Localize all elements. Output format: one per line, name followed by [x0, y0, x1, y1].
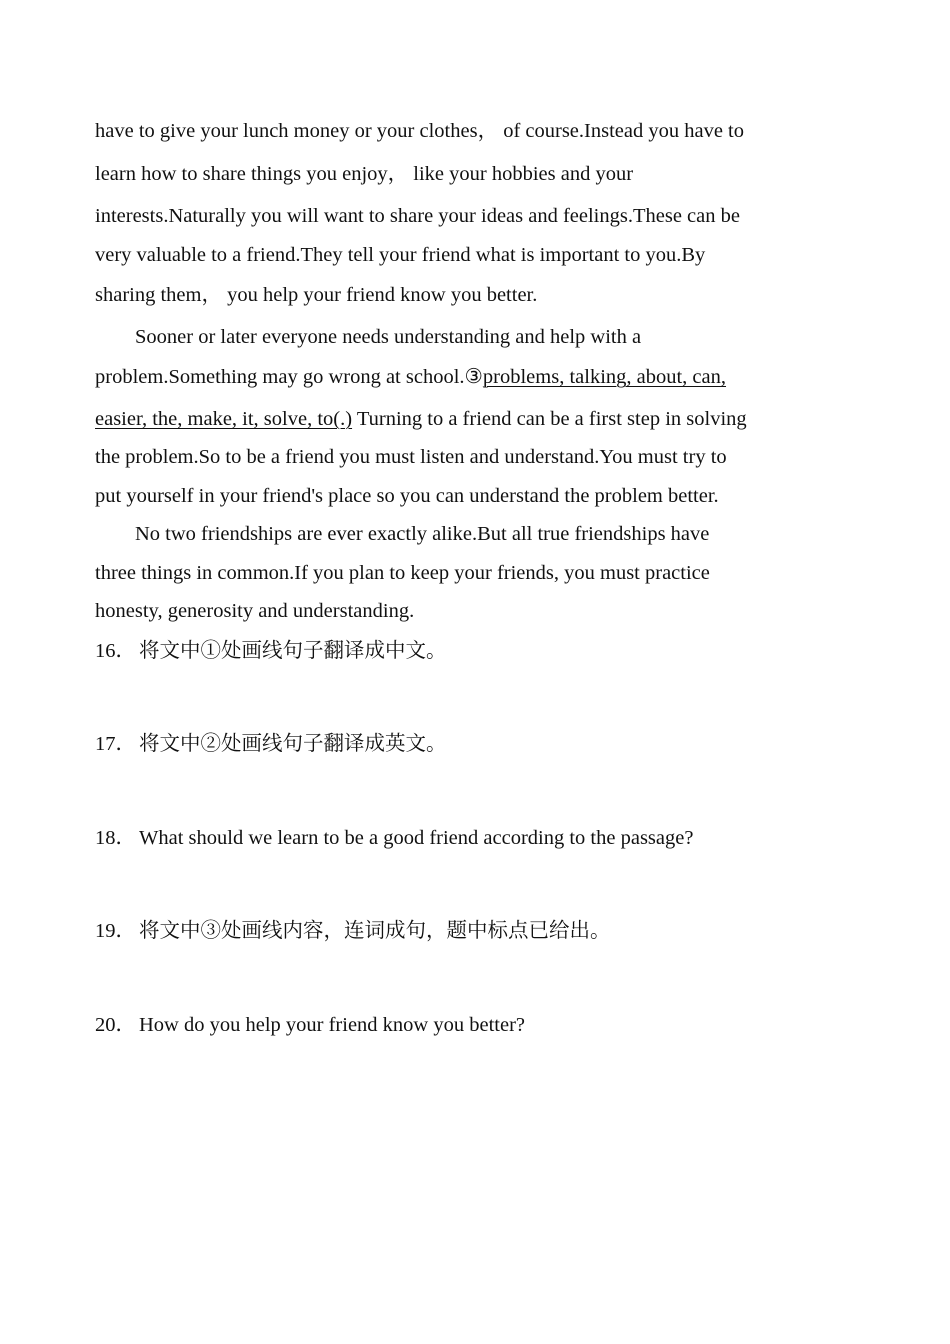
- passage-line: Sooner or later everyone needs understanding and help with a: [135, 326, 642, 348]
- passage-line: put yourself in your friend's place so you can understand the problem better.: [95, 485, 719, 507]
- question-text: 将文中③处画线内容，连词成句，题中标点已给出。: [139, 920, 611, 942]
- question-text: 将文中①处画线句子翻译成中文。: [139, 640, 447, 662]
- question-20: [95, 1012, 525, 1038]
- question-16: [95, 638, 447, 664]
- question-number: 17．: [95, 733, 136, 755]
- question-number: 16．: [95, 640, 136, 662]
- question-text: What should we learn to be a good friend according to the passage?: [139, 827, 694, 849]
- passage-text: Turning to a friend can be a first step in solving: [352, 408, 747, 430]
- passage-line: interests.Naturally you will want to share your ideas and feelings.These can be: [95, 205, 740, 227]
- question-text: 将文中②处画线句子翻译成英文。: [139, 733, 447, 755]
- passage-line: learn how to share things you enjoy， like your hobbies and your: [95, 163, 634, 185]
- question-number: 19．: [95, 920, 136, 942]
- underlined-scrambled-words: easier, the, make, it, solve, to(.): [95, 408, 353, 430]
- passage-line: three things in common.If you plan to keep your friends, you must practice: [95, 562, 710, 584]
- passage-line: very valuable to a friend.They tell your friend what is important to you.By: [95, 244, 706, 266]
- passage-line: [95, 364, 726, 390]
- question-number: 18．: [95, 827, 136, 849]
- passage-text: problem.Something may go wrong at school.③: [95, 366, 483, 388]
- question-text: How do you help your friend know you better?: [139, 1014, 525, 1036]
- question-19: [95, 918, 611, 944]
- question-18: [95, 825, 693, 851]
- question-17: [95, 731, 447, 757]
- passage-line: No two friendships are ever exactly alike.But all true friendships have: [135, 523, 710, 545]
- passage-line: honesty, generosity and understanding.: [95, 600, 415, 622]
- underlined-scrambled-words: problems, talking, about, can,: [482, 366, 727, 388]
- passage-line: [95, 406, 747, 432]
- question-number: 20．: [95, 1014, 136, 1036]
- passage-line: sharing them， you help your friend know you better.: [95, 284, 538, 306]
- passage-line: have to give your lunch money or your clothes， of course.Instead you have to: [95, 120, 744, 142]
- passage-line: the problem.So to be a friend you must listen and understand.You must try to: [95, 446, 727, 468]
